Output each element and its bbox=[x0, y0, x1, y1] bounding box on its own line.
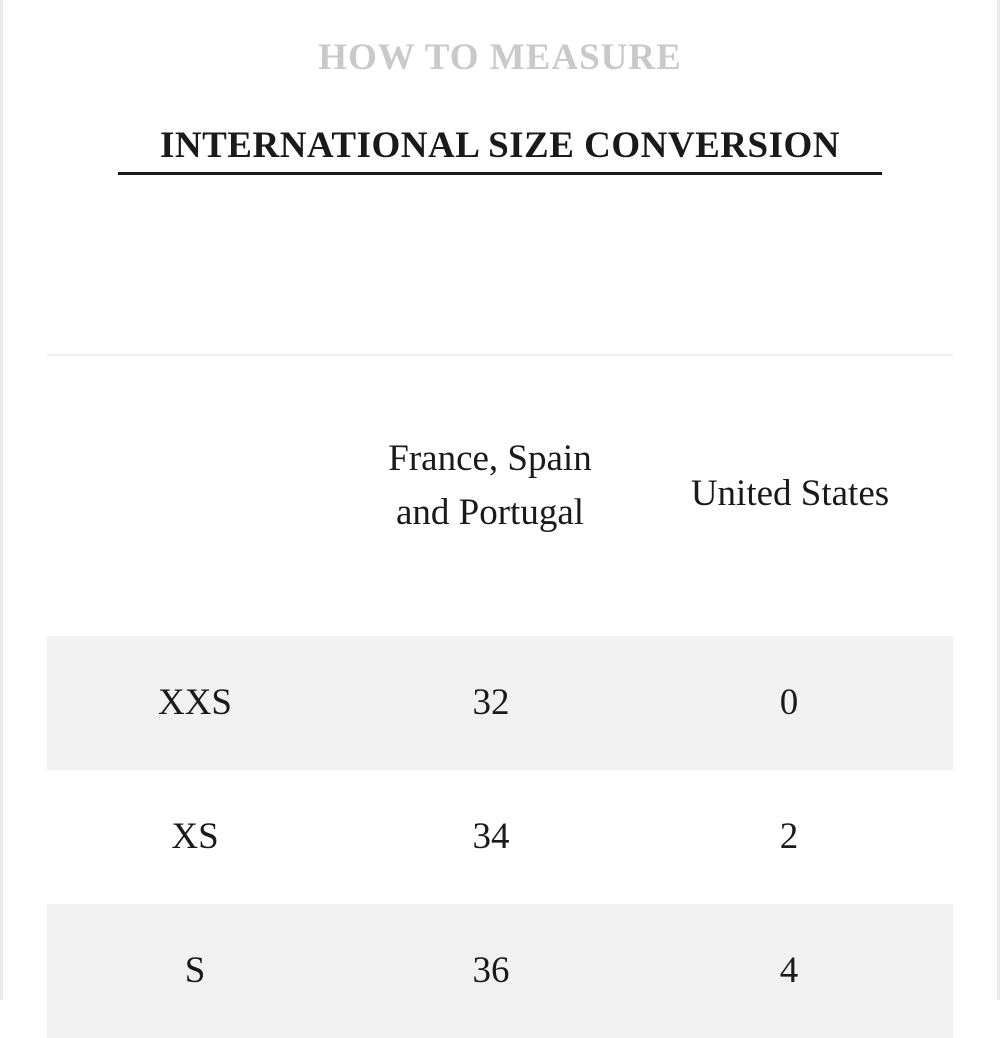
table-row bbox=[47, 636, 953, 770]
size-label-cell: XS bbox=[171, 816, 219, 857]
size-conversion-table bbox=[47, 356, 953, 1038]
us-size-cell: 2 bbox=[779, 816, 799, 857]
column-header-line: and Portugal bbox=[395, 492, 585, 533]
france-size-cell: 36 bbox=[472, 950, 510, 991]
tab-how-to-measure[interactable]: HOW TO MEASURE bbox=[318, 37, 682, 78]
column-header-line: France, Spain bbox=[388, 438, 592, 479]
column-header-france-spain-portugal bbox=[340, 432, 640, 540]
france-size-cell: 34 bbox=[472, 816, 510, 857]
us-size-cell: 4 bbox=[779, 950, 799, 991]
table-header-row bbox=[47, 356, 953, 636]
column-header-united-states: United States bbox=[690, 473, 890, 514]
size-label-cell: XXS bbox=[157, 682, 233, 723]
tab-international-size-conversion[interactable]: INTERNATIONAL SIZE CONVERSION bbox=[118, 124, 882, 175]
france-size-cell: 32 bbox=[472, 682, 510, 723]
size-label-cell: S bbox=[184, 950, 206, 991]
us-size-cell: 0 bbox=[779, 682, 799, 723]
table-row bbox=[47, 770, 953, 904]
table-row bbox=[47, 904, 953, 1038]
left-frame-edge bbox=[0, 0, 3, 1000]
